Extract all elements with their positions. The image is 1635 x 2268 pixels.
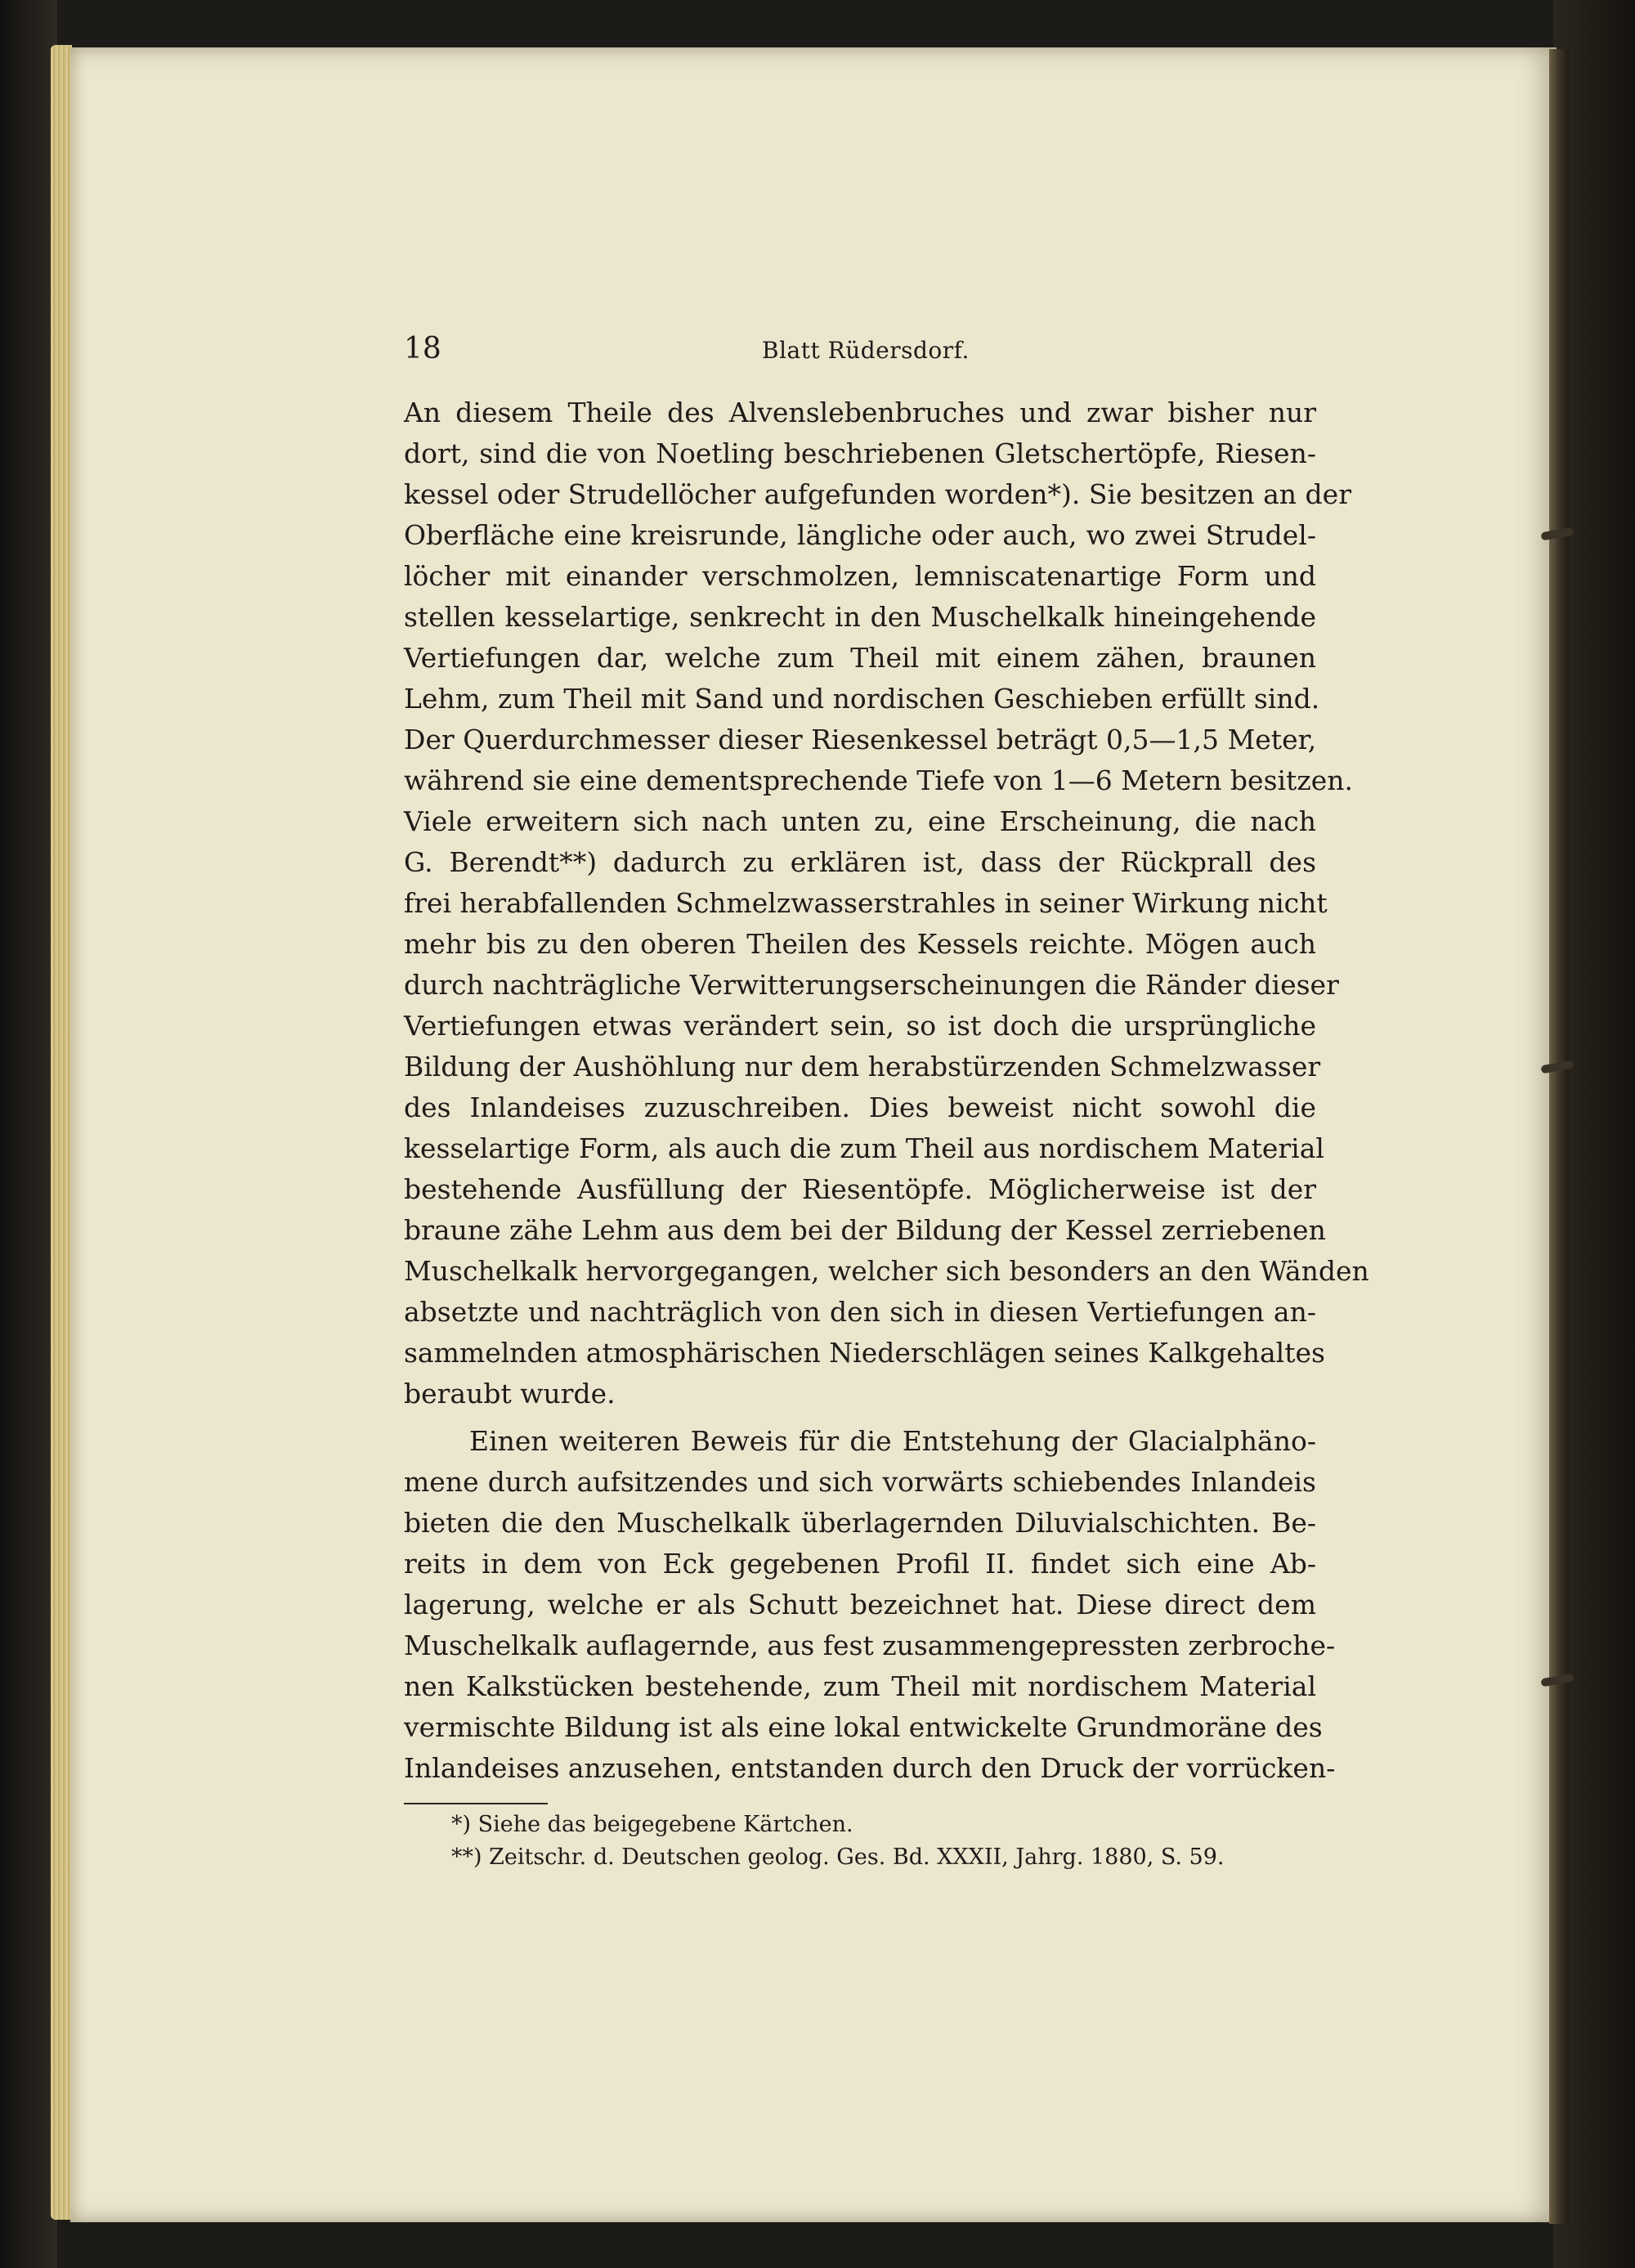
- text-line: Oberfläche eine kreisrunde, längliche oder auch, wo zwei Strudel-: [404, 519, 1316, 551]
- text-line: kessel oder Strudellöcher aufgefunden worden*). Sie besitzen an der: [404, 478, 1351, 510]
- text-line: reits in dem von Eck gegebenen Profil II. findet sich eine Ab-: [404, 1548, 1316, 1580]
- text-line: durch nachträgliche Verwitterungserscheinungen die Ränder dieser: [404, 969, 1339, 1001]
- text-line: Lehm, zum Theil mit Sand und nordischen Geschieben erfüllt sind.: [404, 683, 1320, 715]
- text-line: frei herabfallenden Schmelzwasserstrahles in seiner Wirkung nicht: [404, 887, 1328, 919]
- footnote: *) Siehe das beigegebene Kärtchen.: [451, 1812, 853, 1837]
- text-line: absetzte und nachträglich von den sich in diesen Vertiefungen an-: [404, 1296, 1316, 1328]
- text-line: Muschelkalk hervorgegangen, welcher sich besonders an den Wänden: [404, 1255, 1369, 1287]
- text-line: Vertiefungen dar, welche zum Theil mit einem zähen, braunen: [404, 642, 1316, 674]
- text-line: vermischte Bildung ist als eine lokal entwickelte Grundmoräne des: [404, 1711, 1323, 1743]
- book-cover-left: [0, 0, 57, 2268]
- text-line: löcher mit einander verschmolzen, lemniscatenartige Form und: [404, 560, 1316, 592]
- page-edges: [51, 45, 72, 2220]
- text-line: Viele erweitern sich nach unten zu, eine Erscheinung, die nach: [404, 805, 1316, 837]
- text-line: des Inlandeises zuzuschreiben. Dies beweist nicht sowohl die: [404, 1091, 1316, 1123]
- text-line: G. Berendt**) dadurch zu erklären ist, dass der Rückprall des: [404, 846, 1316, 878]
- page-number: 18: [404, 332, 441, 365]
- footnote: **) Zeitschr. d. Deutschen geolog. Ges. Bd. XXXII, Jahrg. 1880, S. 59.: [451, 1844, 1225, 1870]
- page-header: [404, 329, 1316, 369]
- text-line: sammelnden atmosphärischen Niederschlägen seines Kalkgehaltes: [404, 1337, 1325, 1369]
- text-line: dort, sind die von Noetling beschriebenen Gletschertöpfe, Riesen-: [404, 437, 1316, 469]
- text-line: bestehende Ausfüllung der Riesentöpfe. Möglicherweise ist der: [404, 1173, 1316, 1205]
- text-line: Bildung der Aushöhlung nur dem herabstürzenden Schmelzwasser: [404, 1051, 1321, 1082]
- text-line: mene durch aufsitzendes und sich vorwärts schiebendes Inlandeis: [404, 1466, 1316, 1498]
- text-line: kesselartige Form, als auch die zum Theil aus nordischem Material: [404, 1132, 1324, 1164]
- footnote-rule: [404, 1803, 548, 1804]
- text-line: An diesem Theile des Alvenslebenbruches und zwar bisher nur: [404, 397, 1316, 428]
- text-line: Der Querdurchmesser dieser Riesenkessel beträgt 0,5—1,5 Meter,: [404, 724, 1317, 755]
- text-line: braune zähe Lehm aus dem bei der Bildung der Kessel zerriebenen: [404, 1214, 1326, 1246]
- page-binding: [1549, 49, 1569, 2224]
- text-line: Muschelkalk auflagernde, aus fest zusammengepressten zerbroche-: [404, 1629, 1336, 1661]
- text-line: Vertiefungen etwas verändert sein, so ist doch die ursprüngliche: [404, 1010, 1316, 1042]
- text-line: mehr bis zu den oberen Theilen des Kessels reichte. Mögen auch: [404, 928, 1316, 960]
- text-line: bieten die den Muschelkalk überlagernden Diluvialschichten. Be-: [404, 1507, 1316, 1539]
- text-line: Einen weiteren Beweis für die Entstehung der Glacialphäno-: [469, 1425, 1316, 1457]
- running-head: Blatt Rüdersdorf.: [762, 337, 970, 364]
- text-line: beraubt wurde.: [404, 1378, 616, 1410]
- text-line: stellen kesselartige, senkrecht in den Muschelkalk hineingehende: [404, 601, 1316, 633]
- text-line: Inlandeises anzusehen, entstanden durch den Druck der vorrücken-: [404, 1752, 1336, 1784]
- text-line: nen Kalkstücken bestehende, zum Theil mit nordischem Material: [404, 1670, 1316, 1702]
- text-line: lagerung, welche er als Schutt bezeichnet hat. Diese direct dem: [404, 1589, 1316, 1620]
- text-line: während sie eine dementsprechende Tiefe von 1—6 Metern besitzen.: [404, 764, 1353, 796]
